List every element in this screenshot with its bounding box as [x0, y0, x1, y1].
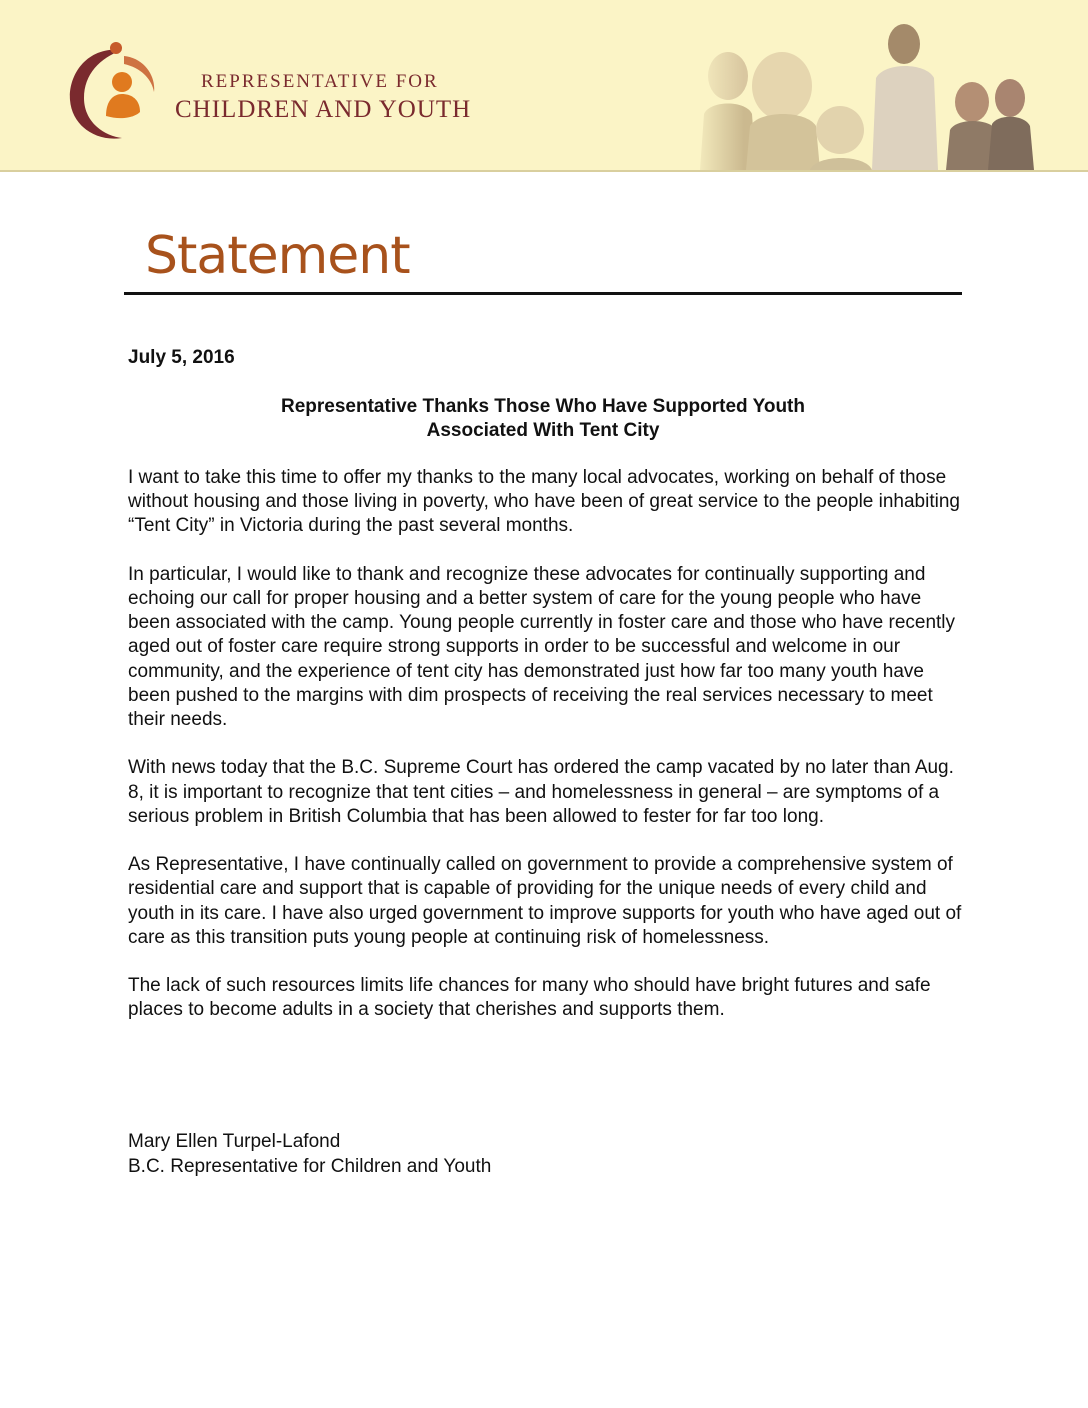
body-paragraph-4: As Representative, I have continually called on government to provide a comprehensive system of residential care and support that is capable of providing for the unique needs of every child and youth in its care. I have also urged government to improve supports for youth who have aged out of care as this transition puts young people at continuing risk of homelessness.	[128, 854, 962, 948]
organization-logo-icon	[64, 40, 160, 144]
heading-divider	[124, 292, 962, 295]
headline-line1: Representative Thanks Those Who Have Supported Youth	[281, 396, 805, 417]
body-paragraph-1: I want to take this time to offer my thanks to the many local advocates, working on behalf of those without housing and those living in poverty, who have been of great service to the people inhabiting “Tent City” in Victoria during the past several months.	[128, 467, 960, 537]
body-paragraph-5: The lack of such resources limits life chances for many who should have bright futures and safe places to become adults in a society that cherishes and supports them.	[128, 975, 931, 1021]
headline-line2: Associated With Tent City	[426, 420, 660, 441]
document-type-heading: Statement	[145, 226, 410, 286]
body-paragraph-3: With news today that the B.C. Supreme Court has ordered the camp vacated by no later than Aug. 8, it is important to recognize that tent cities – and homelessness in general – are symptoms of a serious problem in British Columbia that has been allowed to fester for far too long.	[128, 757, 954, 827]
statement-date: July 5, 2016	[128, 347, 235, 368]
organization-name-line2: CHILDREN AND YOUTH	[175, 95, 472, 123]
signature-block	[128, 1130, 491, 1179]
people-photo-collage-image	[690, 14, 1050, 170]
body-paragraph-2: In particular, I would like to thank and recognize these advocates for continually supporting and echoing our call for proper housing and a better system of care for the young people who have been associated with the camp. Young people currently in foster care and those who have recently aged out of foster care require strong supports in order to be successful and welcome in our community, and the experience of tent city has demonstrated just how far too many youth have been pushed to the margins with dim prospects of receiving the real services necessary to meet their needs.	[128, 563, 956, 731]
signature-name: Mary Ellen Turpel-Lafond	[128, 1131, 341, 1152]
signature-title: B.C. Representative for Children and Youth	[128, 1155, 492, 1177]
organization-name	[175, 72, 471, 123]
statement-body	[128, 466, 963, 1047]
letterhead-header	[0, 0, 1088, 172]
organization-name-line1: REPRESENTATIVE FOR	[201, 71, 439, 92]
statement-headline	[128, 395, 958, 443]
